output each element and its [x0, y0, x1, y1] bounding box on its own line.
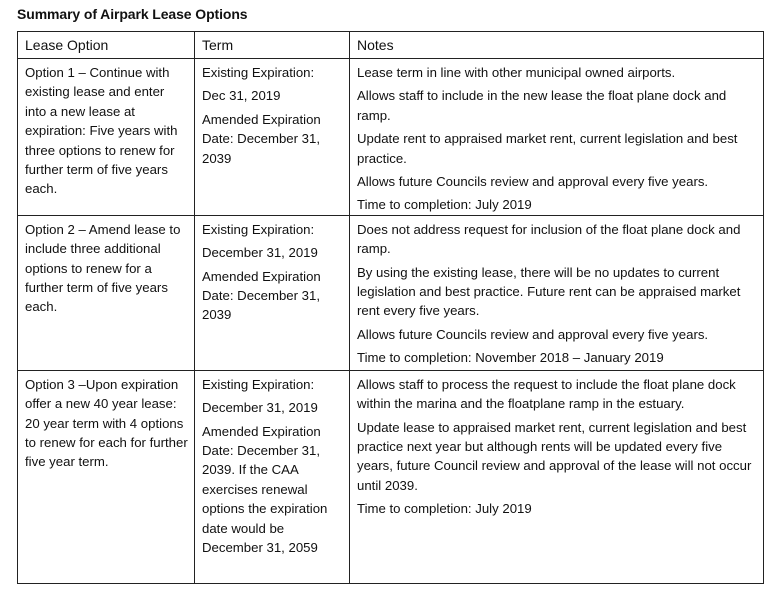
table-row-option-2: [18, 215, 764, 370]
note-2-3: Allows future Councils review and approval every five years.: [357, 326, 709, 342]
header-lease-option: Lease Option: [18, 32, 195, 59]
header-term: Term: [195, 32, 350, 59]
term-2-amended: Amended Expiration Date: December 31, 2039: [202, 268, 321, 323]
cell-option-1: [18, 59, 195, 216]
table-header-row: [18, 32, 764, 59]
note-2-1: Does not address request for inclusion of the float plane dock and ramp.: [357, 221, 741, 257]
table-row-option-1: [18, 59, 764, 216]
note-2-2: By using the existing lease, there will be no updates to current legislation and best practice. Future rent can be appraised market rent every five years.: [357, 264, 741, 319]
note-1-3: Update rent to appraised market rent, current legislation and best practice.: [357, 131, 738, 166]
cell-notes-3: [350, 370, 764, 583]
option-3-text: Option 3 –Upon expiration offer a new 40 year lease: 20 year term with 4 options to renew for each for further five year term.: [25, 376, 188, 470]
cell-option-3: [18, 370, 195, 583]
term-2-existing-label: Existing Expiration:: [202, 221, 315, 237]
option-2-text: Option 2 – Amend lease to include three additional options to renew for a further term of five years each.: [25, 221, 181, 315]
term-3-amended: Amended Expiration Date: December 31, 2039. If the CAA exercises renewal options the expiration date would be December 31, 2059: [202, 423, 328, 556]
term-3-existing-label: Existing Expiration:: [202, 376, 315, 392]
term-3-existing-date: December 31, 2019: [202, 400, 318, 416]
cell-option-2: [18, 215, 195, 370]
cell-notes-1: [350, 59, 764, 216]
cell-term-2: [195, 215, 350, 370]
lease-options-table: [17, 31, 764, 584]
note-1-2: Allows staff to include in the new lease the float plane dock and ramp.: [357, 88, 727, 123]
term-1-existing-date: Dec 31, 2019: [202, 88, 281, 104]
cell-term-3: [195, 370, 350, 583]
note-1-4: Allows future Councils review and approval every five years.: [357, 174, 709, 190]
note-2-4: Time to completion: November 2018 – January 2019: [357, 350, 664, 366]
document-title: Summary of Airpark Lease Options: [17, 6, 248, 22]
note-1-1: Lease term in line with other municipal owned airports.: [357, 65, 676, 80]
cell-term-1: [195, 59, 350, 216]
cell-notes-2: [350, 215, 764, 370]
note-1-5: Time to completion: July 2019: [357, 197, 532, 213]
note-3-1: Allows staff to process the request to include the float plane dock within the marina and the floatplane ramp in the estuary.: [357, 376, 736, 412]
term-1-existing-label: Existing Expiration:: [202, 65, 315, 80]
header-notes: Notes: [350, 32, 764, 59]
term-1-amended: Amended Expiration Date: December 31, 2039: [202, 111, 321, 166]
note-3-2: Update lease to appraised market rent, current legislation and best practice next year but although rents will be updated every five years, future Council review and approval of the lease will not occur until 2039.: [357, 419, 752, 493]
table-row-option-3: [18, 370, 764, 583]
option-1-text: Option 1 – Continue with existing lease and enter into a new lease at expiration: Five years with three options to renew for further term of five years each.: [25, 65, 178, 197]
term-2-existing-date: December 31, 2019: [202, 245, 318, 261]
note-3-3: Time to completion: July 2019: [357, 501, 532, 517]
